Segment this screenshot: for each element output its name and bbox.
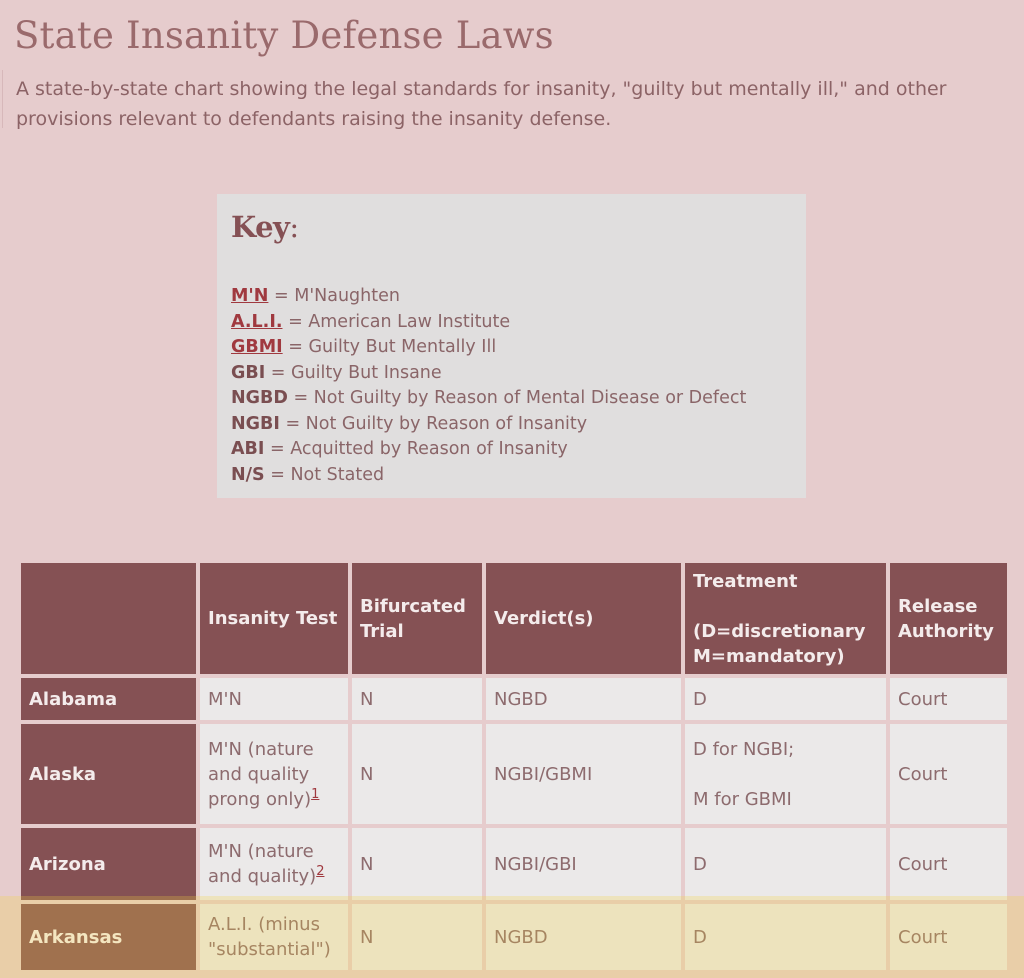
key-abbr: N/S bbox=[231, 464, 265, 485]
key-abbr: NGBD bbox=[231, 388, 288, 408]
header-treatment-spacer bbox=[693, 594, 878, 619]
key-abbr-link[interactable]: GBMI bbox=[231, 337, 283, 357]
key-definition: = Guilty But Mentally Ill bbox=[288, 337, 497, 357]
key-title bbox=[231, 210, 792, 244]
key-title-colon: : bbox=[289, 210, 299, 244]
key-item bbox=[231, 310, 792, 336]
table-row-highlighted bbox=[21, 904, 1007, 970]
header-state bbox=[21, 563, 196, 674]
table-row bbox=[21, 724, 1007, 824]
treatment-line: D for NGBI; bbox=[693, 738, 795, 760]
release-cell: Court bbox=[890, 828, 1007, 900]
treatment-spacer bbox=[693, 762, 878, 787]
bifurcated-cell: N bbox=[352, 828, 482, 900]
page-title: State Insanity Defense Laws bbox=[14, 14, 554, 57]
insanity-test-text: M'N (nature and quality prong only) bbox=[208, 738, 314, 810]
key-abbr-link[interactable]: M'N bbox=[231, 286, 269, 306]
verdict-cell: NGBD bbox=[486, 904, 681, 970]
header-insanity-test: Insanity Test bbox=[200, 563, 348, 674]
key-list bbox=[231, 284, 792, 488]
release-cell: Court bbox=[890, 724, 1007, 824]
header-treatment-legend: (D=discretionary M=mandatory) bbox=[693, 620, 866, 667]
insanity-test-cell: A.L.I. (minus "substantial") bbox=[200, 904, 348, 970]
header-verdicts: Verdict(s) bbox=[486, 563, 681, 674]
key-definition: = Guilty But Insane bbox=[270, 362, 442, 383]
key-box bbox=[217, 194, 806, 498]
key-abbr: GBI bbox=[231, 362, 266, 383]
release-cell: Court bbox=[890, 678, 1007, 720]
state-name: Alaska bbox=[21, 724, 196, 824]
state-name: Arizona bbox=[21, 828, 196, 900]
key-item bbox=[231, 463, 792, 489]
key-title-text: Key bbox=[231, 210, 290, 244]
treatment-cell: D bbox=[685, 678, 886, 720]
footnote-link[interactable]: 2 bbox=[316, 864, 325, 879]
key-definition: = Acquitted by Reason of Insanity bbox=[269, 439, 568, 459]
table-header-row bbox=[21, 563, 1007, 674]
key-abbr: NGBI bbox=[231, 413, 280, 434]
key-item bbox=[231, 412, 792, 438]
footnote-link[interactable]: 1 bbox=[311, 786, 320, 802]
bifurcated-cell: N bbox=[352, 904, 482, 970]
key-abbr-link[interactable]: A.L.I. bbox=[231, 311, 283, 332]
release-cell: Court bbox=[890, 904, 1007, 970]
insanity-test-text: M'N (nature and quality) bbox=[208, 841, 317, 887]
key-definition: = M'Naughten bbox=[274, 286, 400, 306]
key-item bbox=[231, 437, 792, 463]
state-name: Arkansas bbox=[21, 904, 196, 970]
state-name: Alabama bbox=[21, 678, 196, 720]
bifurcated-cell: N bbox=[352, 724, 482, 824]
key-item bbox=[231, 386, 792, 412]
key-item bbox=[231, 361, 792, 387]
header-treatment bbox=[685, 563, 886, 674]
key-item bbox=[231, 335, 792, 361]
key-definition: = Not Guilty by Reason of Insanity bbox=[285, 413, 588, 434]
key-definition: = Not Guilty by Reason of Mental Disease or Defect bbox=[293, 388, 747, 408]
insanity-test-cell bbox=[200, 828, 348, 900]
key-definition: = American Law Institute bbox=[288, 311, 511, 332]
key-abbr: ABI bbox=[231, 439, 265, 459]
divider bbox=[2, 70, 3, 128]
treatment-cell bbox=[685, 724, 886, 824]
insanity-test-cell: M'N bbox=[200, 678, 348, 720]
treatment-line: M for GBMI bbox=[693, 788, 792, 810]
header-release-authority: Release Authority bbox=[890, 563, 1007, 674]
verdict-cell: NGBD bbox=[486, 678, 681, 720]
treatment-cell: D bbox=[685, 828, 886, 900]
verdict-cell: NGBI/GBI bbox=[486, 828, 681, 900]
intro-text: A state-by-state chart showing the legal standards for insanity, "guilty but mentally ill," and other provisions relevant to defendants raising the insanity defense. bbox=[16, 78, 947, 130]
key-definition: = Not Stated bbox=[270, 464, 385, 485]
header-treatment-title: Treatment bbox=[693, 570, 798, 592]
table-row bbox=[21, 828, 1007, 900]
header-bifurcated-trial: Bifurcated Trial bbox=[352, 563, 482, 674]
insanity-laws-table bbox=[17, 559, 1011, 974]
table-row bbox=[21, 678, 1007, 720]
key-item bbox=[231, 284, 792, 310]
verdict-cell: NGBI/GBMI bbox=[486, 724, 681, 824]
insanity-test-cell bbox=[200, 724, 348, 824]
bifurcated-cell: N bbox=[352, 678, 482, 720]
treatment-cell: D bbox=[685, 904, 886, 970]
